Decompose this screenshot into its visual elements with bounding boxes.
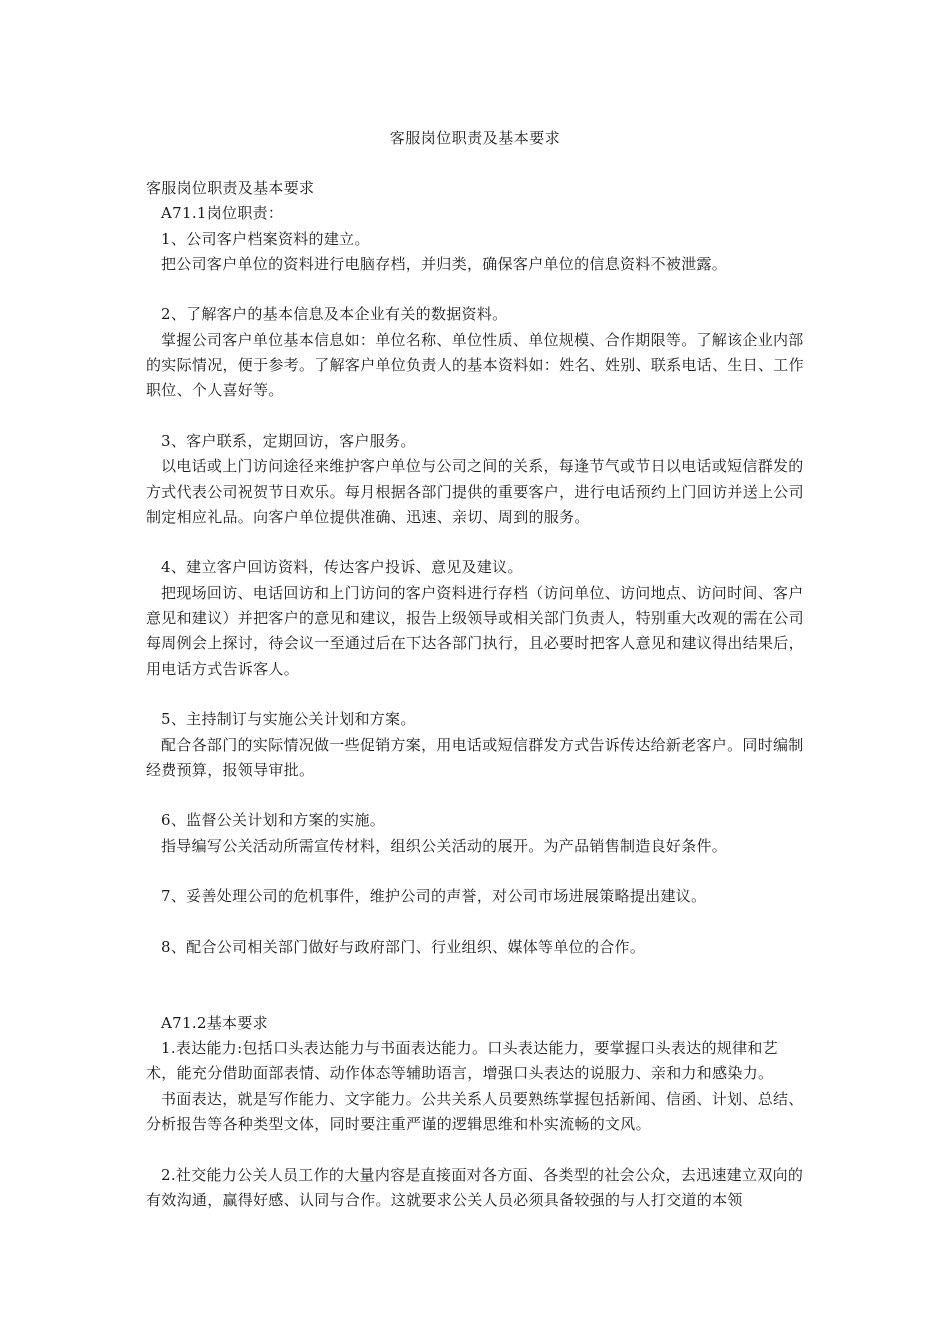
- requirement-1-para: 1.表达能力:包括口头表达能力与书面表达能力。口头表达能力，要掌握口头表达的规律和艺术，能充分借助面部表情、动作体态等辅助语言，增强口头表达的说服力、亲和力和感染力。: [146, 1039, 778, 1083]
- duty-4-title: 4、建立客户回访资料，传达客户投诉、意见及建议。: [161, 558, 523, 577]
- document-body: [146, 176, 806, 1213]
- duty-1-title: 1、公司客户档案资料的建立。: [161, 229, 370, 248]
- duty-8-title: 8、配合公司相关部门做好与政府部门、行业组织、媒体等单位的合作。: [161, 937, 646, 956]
- duty-6-body: 指导编写公关活动所需宣传材料，组织公关活动的展开。为产品销售制造良好条件。: [161, 836, 728, 855]
- duty-5-body: 配合各部门的实际情况做一些促销方案，用电话或短信群发方式告诉传达给新老客户。同时编制经费预算，报领导审批。: [146, 735, 804, 779]
- duty-3-title: 3、客户联系，定期回访，客户服务。: [161, 431, 416, 450]
- section1-title: A71.1岗位职责：: [161, 204, 284, 223]
- duty-1-body: 把公司客户单位的资料进行电脑存档，并归类，确保客户单位的信息资料不被泄露。: [161, 254, 728, 273]
- document-title: 客服岗位职责及基本要求: [389, 129, 561, 147]
- duty-2-body: 掌握公司客户单位基本信息如：单位名称、单位性质、单位规模、合作期限等。了解该企业内部的实际情况，便于参考。了解客户单位负责人的基本资料如：姓名、姓别、联系电话、生日、工作职位、个人喜好等。: [146, 330, 804, 400]
- section2-title: A71.2基本要求: [161, 1013, 268, 1032]
- duty-4-body: 把现场回访、电话回访和上门访问的客户资料进行存档（访问单位、访问地点、访问时间、客户意见和建议）并把客户的意见和建议，报告上级领导或相关部门负责人，特别重大改观的需在公司每周例会上探讨，待会议一至通过后在下达各部门执行，且必要时把客人意见和建议得出结果后，用电话方式告诉客人。: [146, 583, 804, 678]
- body-heading: 客服岗位职责及基本要求: [146, 179, 315, 197]
- duty-2-title: 2、了解客户的基本信息及本企业有关的数据资料。: [161, 305, 508, 324]
- requirement-2-para: 2.社交能力公关人员工作的大量内容是直接面对各方面、各类型的社会公众，去迅速建立双向的有效沟通，赢得好感、认同与合作。这就要求公关人员必须具备较强的与人打交道的本领: [146, 1165, 804, 1209]
- duty-7-title: 7、妥善处理公司的危机事件，维护公司的声誉，对公司市场进展策略提出建议。: [161, 887, 707, 906]
- duty-6-title: 6、监督公关计划和方案的实施。: [161, 811, 386, 830]
- duty-5-title: 5、主持制订与实施公关计划和方案。: [161, 710, 416, 729]
- requirement-1-written-para: 书面表达，就是写作能力、文字能力。公共关系人员要熟练掌握包括新闻、信函、计划、总结、分析报告等各种类型文体，同时要注重严谨的逻辑思维和朴实流畅的文风。: [146, 1089, 804, 1133]
- duty-3-body: 以电话或上门访问途径来维护客户单位与公司之间的关系，每逢节气或节日以电话或短信群发的方式代表公司祝贺节日欢乐。每月根据各部门提供的重要客户，进行电话预约上门回访并送上公司制定相应礼品。向客户单位提供准确、迅速、亲切、周到的服务。: [146, 457, 804, 526]
